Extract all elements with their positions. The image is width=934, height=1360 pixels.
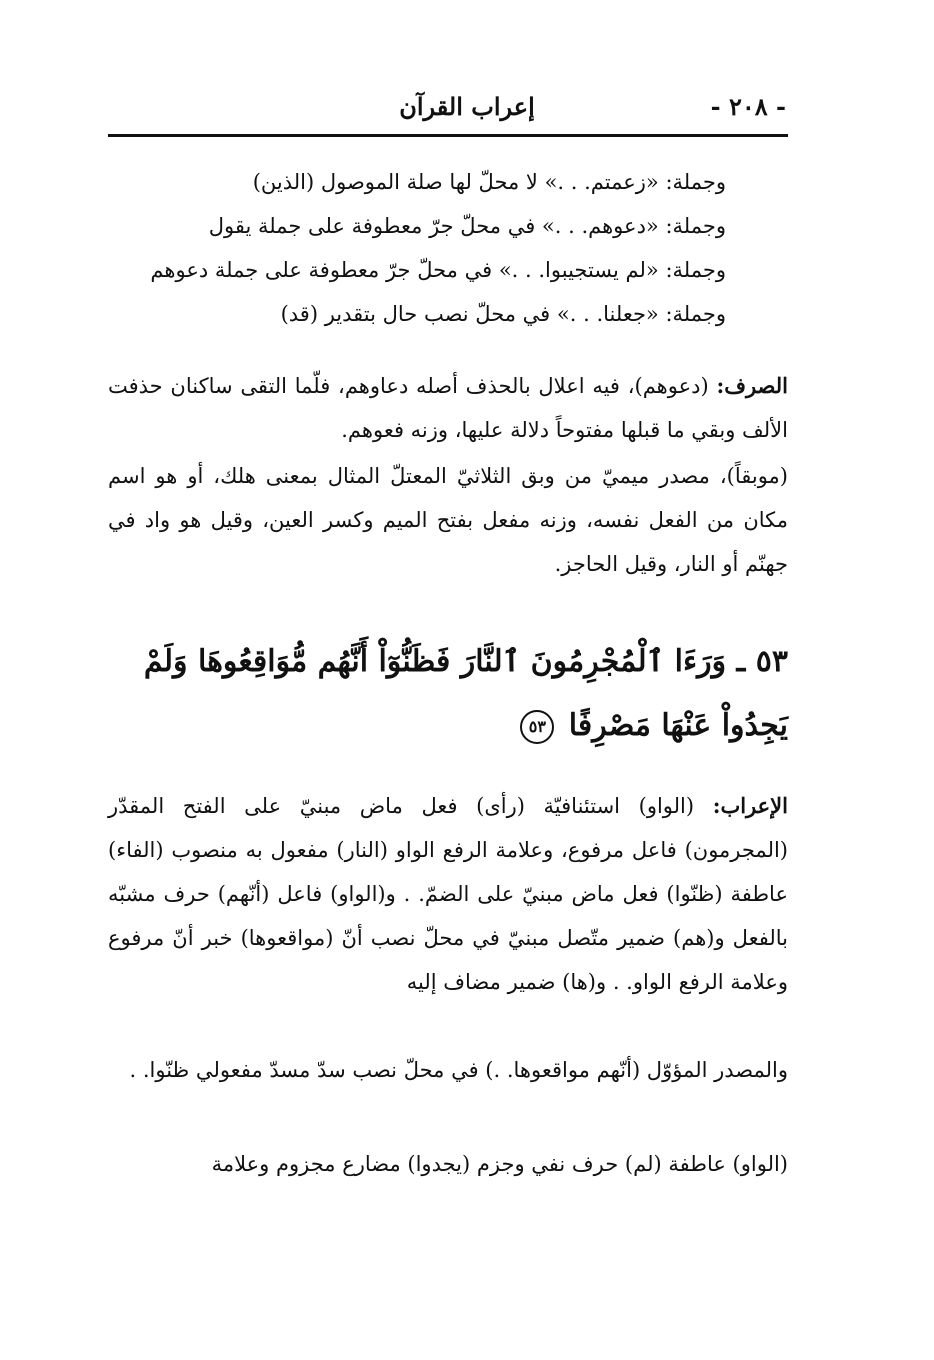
ayah-end-marker: ٥٣ bbox=[520, 710, 554, 744]
morphology-label: الصرف: bbox=[716, 373, 788, 398]
conjunction-paragraph: (الواو) عاطفة (لم) حرف نفي وجزم (يجدوا) مضارع مجزوم وعلامة bbox=[211, 1152, 788, 1176]
grammar-text: (الواو) استئنافيّة (رأى) فعل ماض مبنيّ على الفتح المقدّر (المجرمون) فاعل مرفوع، وعلامة الرفع الواو (النار) مفعول به منصوب (الفاء) عاطفة (ظنّوا) فعل ماض مبنيّ على الضمّ. . و(الواو) فاعل (أنّهم) حرف مشبّه بالفعل و(هم) ضمير متّصل مبنيّ في محلّ نصب أنّ (مواقعوها) خبر أنّ مرفوع وعلامة الرفع الواو. . و(ها) ضمير مضاف إليه bbox=[108, 794, 788, 994]
book-title: إعراب القرآن bbox=[399, 92, 535, 121]
morphology-paragraph-2: (موبقاً)، مصدر ميميّ من وبق الثلاثيّ المعتلّ المثال بمعنى هلك، أو هو اسم مكان من الفعل نفسه، وزنه مفعل بفتح الميم وكسر العين، وقيل هو واد في جهنّم أو النار، وقيل الحاجز. bbox=[108, 464, 788, 576]
sentence-analysis-line: وجملة: «جعلنا. . .» في محلّ نصب حال بتقدير (قد) bbox=[280, 302, 726, 326]
grammar-analysis-paragraph bbox=[108, 784, 788, 1004]
sentence-analysis-list bbox=[108, 160, 726, 336]
morphology-text: (دعوهم)، فيه اعلال بالحذف أصله دعاوهم، فلّما التقى ساكنان حذفت الألف وبقي ما قبلها مفتوحاً دلالة عليها، وزنه فعوهم. bbox=[108, 374, 788, 442]
page-header bbox=[108, 92, 786, 132]
verse-number: ٥٣ ـ bbox=[736, 644, 788, 679]
page-number: - ٢٠٨ - bbox=[710, 92, 786, 121]
quran-verse bbox=[108, 630, 788, 758]
header-divider bbox=[108, 134, 788, 137]
sentence-analysis-line: وجملة: «لم يستجيبوا. . .» في محلّ جرّ معطوفة على جملة دعوهم bbox=[150, 258, 726, 282]
sentence-analysis-line: وجملة: «زعمتم. . .» لا محلّ لها صلة الموصول (الذين) bbox=[252, 170, 726, 194]
grammar-label: الإعراب: bbox=[712, 793, 788, 818]
morphology-paragraph bbox=[108, 364, 788, 452]
verse-text: وَرَءَا ٱلْمُجْرِمُونَ ٱلنَّارَ فَظَنُّوٓاْ أَنَّهُم مُّوَاقِعُوهَا وَلَمْ يَجِدُواْ عَنْهَا مَصْرِفًا bbox=[143, 644, 788, 743]
infinitive-paragraph: والمصدر المؤوّل (أنّهم مواقعوها. .) في محلّ نصب سدّ مسدّ مفعولي ظنّوا. . bbox=[129, 1058, 788, 1082]
sentence-analysis-line: وجملة: «دعوهم. . .» في محلّ جرّ معطوفة على جملة يقول bbox=[208, 214, 726, 238]
